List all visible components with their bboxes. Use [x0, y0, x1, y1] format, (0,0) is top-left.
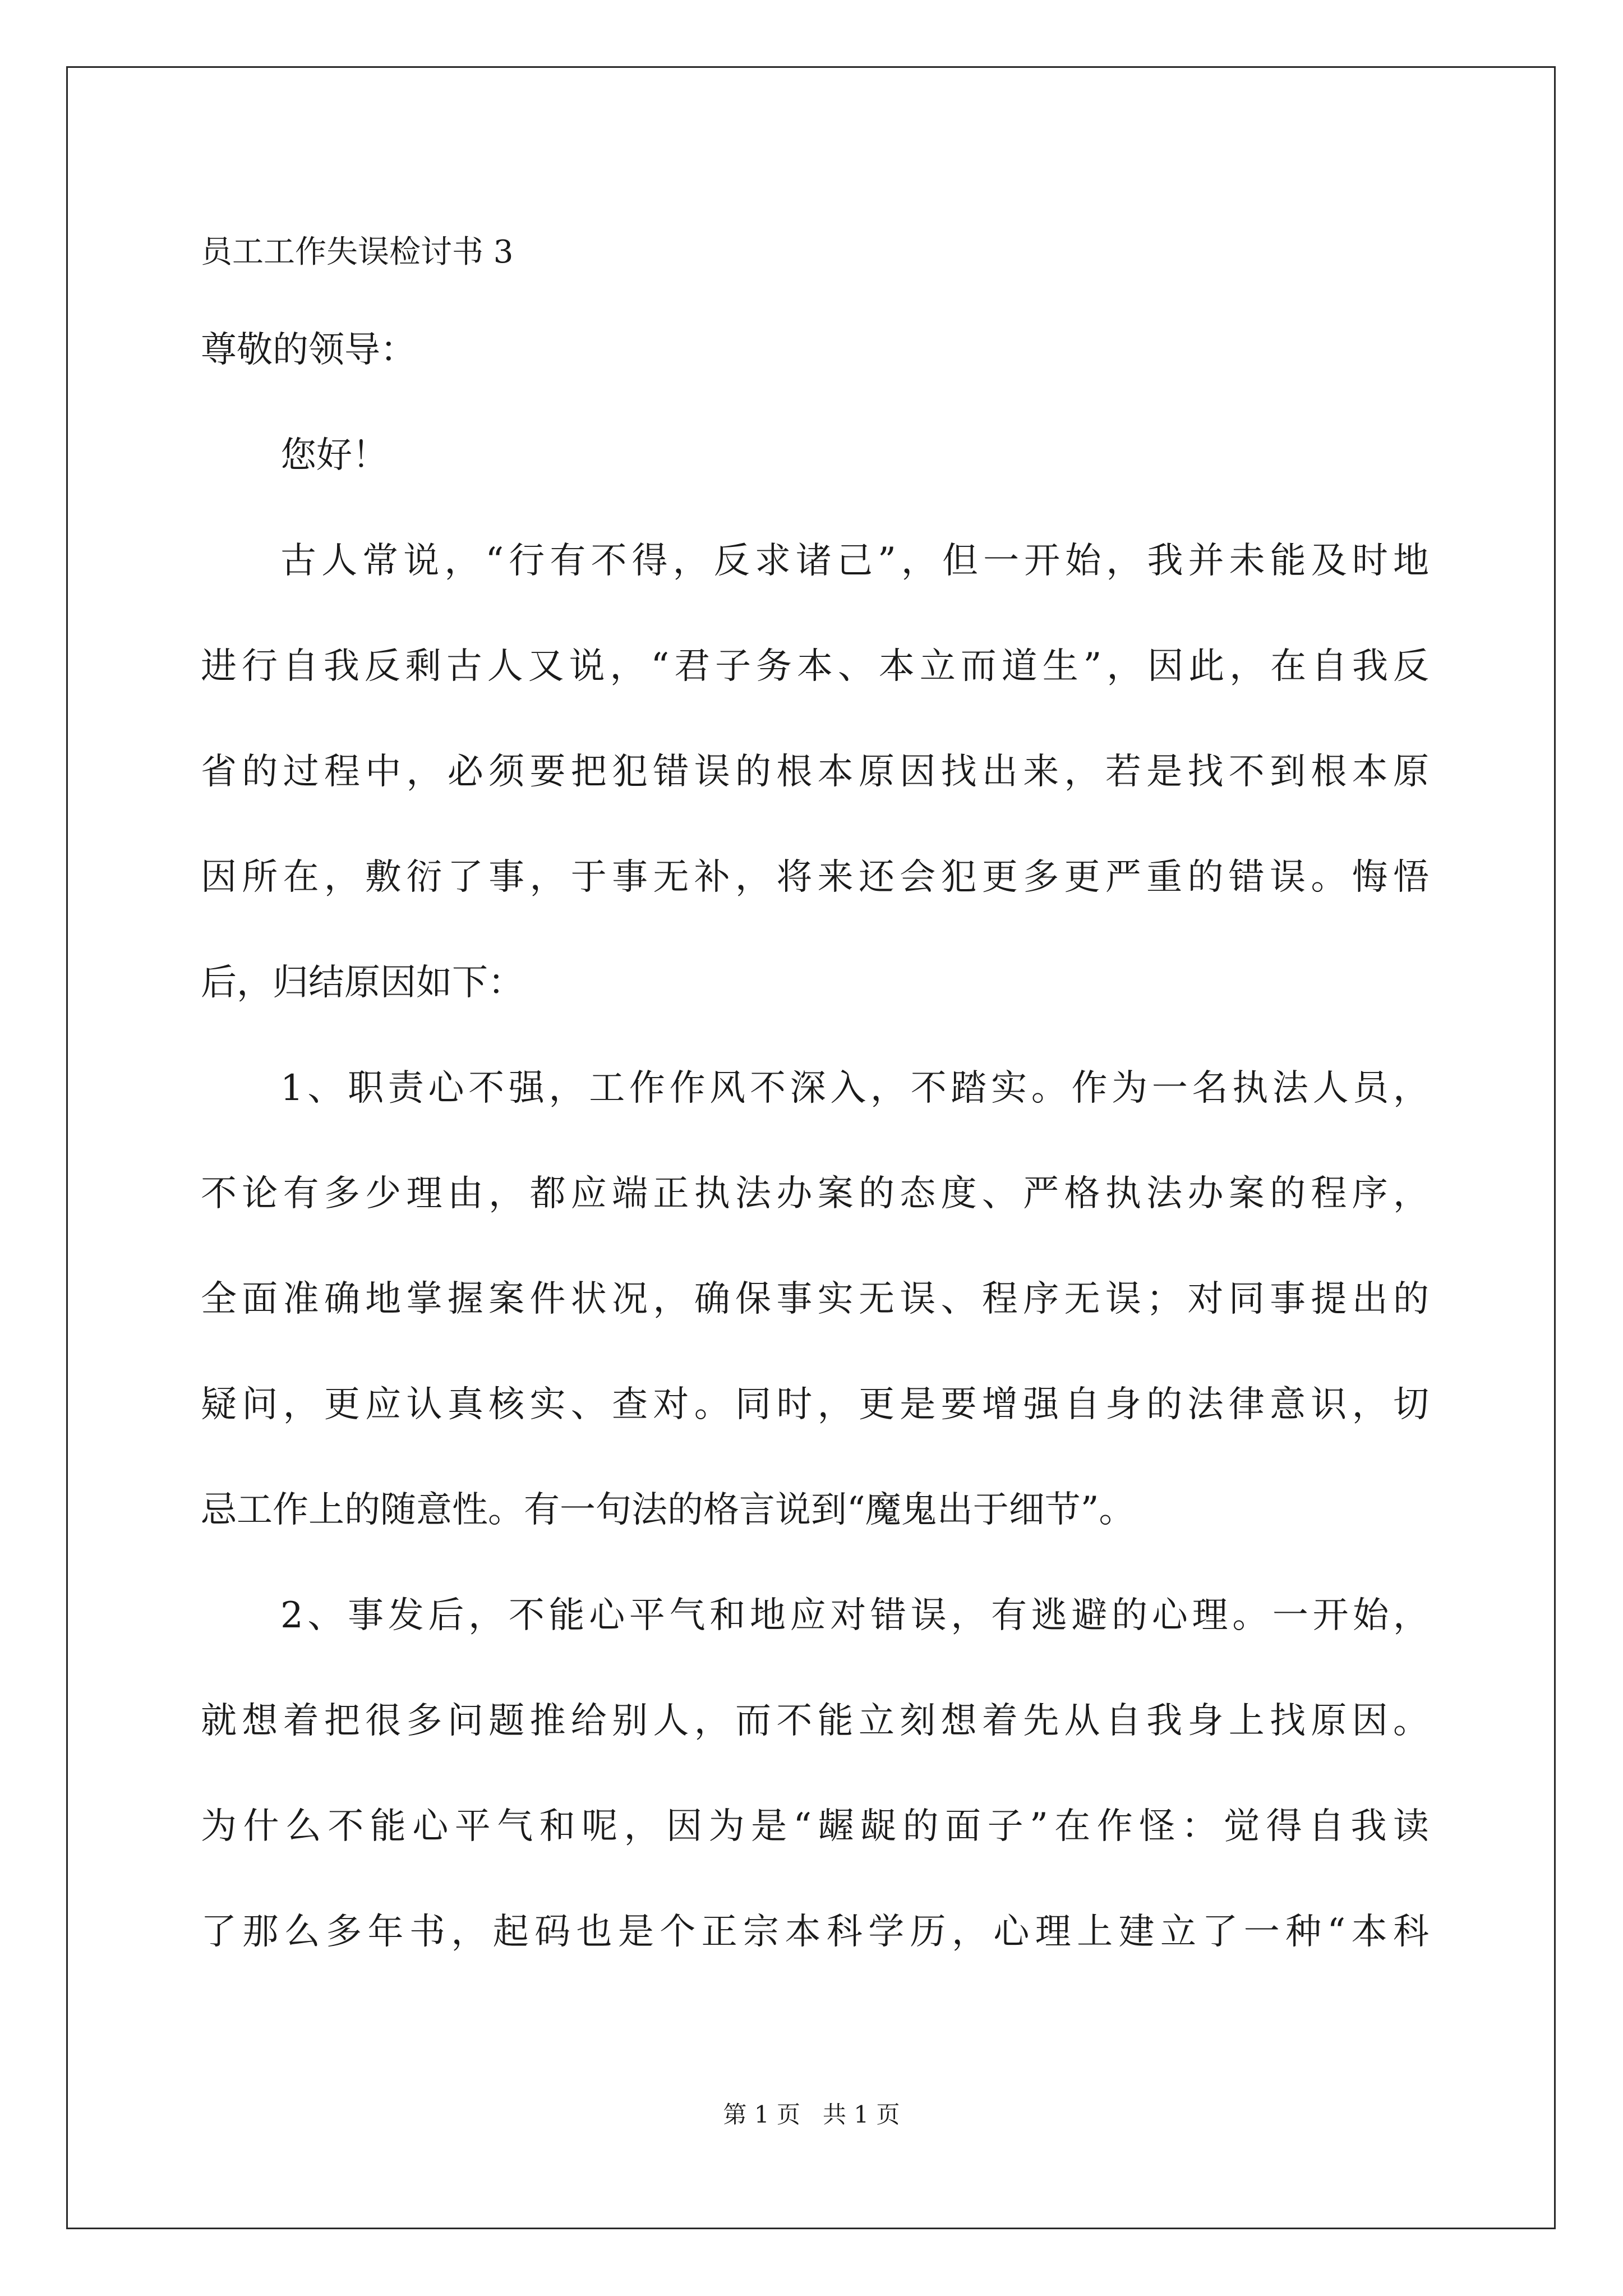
paragraph-line: 就想着把很多问题推给别人，而不能立刻想着先从自我身上找原因。	[201, 1700, 1429, 1742]
paragraph-line: 省的过程中，必须要把犯错误的根本原因找出来，若是找不到根本原	[201, 751, 1429, 793]
document-title: 员工工作失误检讨书 3	[201, 234, 514, 270]
paragraph-line: 因所在，敷衍了事，于事无补，将来还会犯更多更严重的错误。悔悟	[201, 857, 1429, 898]
paragraph-line: 2、事发后，不能心平气和地应对错误，有逃避的心理。一开始，	[280, 1595, 1429, 1636]
page-footer: 第 1 页 共 1 页	[723, 2101, 900, 2128]
paragraph-line: 了那么多年书，起码也是个正宗本科学历，心理上建立了一种“本科	[201, 1911, 1429, 1953]
greeting: 您好！	[280, 435, 388, 476]
salutation: 尊敬的领导：	[201, 329, 416, 371]
paragraph-line: 古人常说，“行有不得，反求诸己”，但一开始，我并未能及时地	[280, 540, 1429, 582]
paragraph-intro	[201, 508, 1429, 1036]
paragraph-line: 忌工作上的随意性。有一句法的格言说到“魔鬼出于细节”。	[201, 1489, 1135, 1531]
document-body	[201, 208, 1429, 1985]
paragraph-line: 疑问，更应认真核实、查对。同时，更是要增强自身的法律意识，切	[201, 1384, 1429, 1425]
paragraph-line: 不论有多少理由，都应端正执法办案的态度、严格执法办案的程序，	[201, 1173, 1429, 1214]
paragraph-line: 为什么不能心平气和呢，因为是“龌龊的面子”在作怪：觉得自我读	[201, 1806, 1429, 1847]
paragraph-line: 1、职责心不强，工作作风不深入，不踏实。作为一名执法人员，	[280, 1068, 1429, 1109]
paragraph-reason-2	[201, 1563, 1429, 1985]
paragraph-reason-1	[201, 1036, 1429, 1563]
paragraph-line: 后，归结原因如下：	[201, 962, 524, 1004]
paragraph-line: 进行自我反剩古人又说，“君子务本、本立而道生”，因此，在自我反	[201, 646, 1429, 687]
paragraph-line: 全面准确地掌握案件状况，确保事实无误、程序无误；对同事提出的	[201, 1278, 1429, 1320]
